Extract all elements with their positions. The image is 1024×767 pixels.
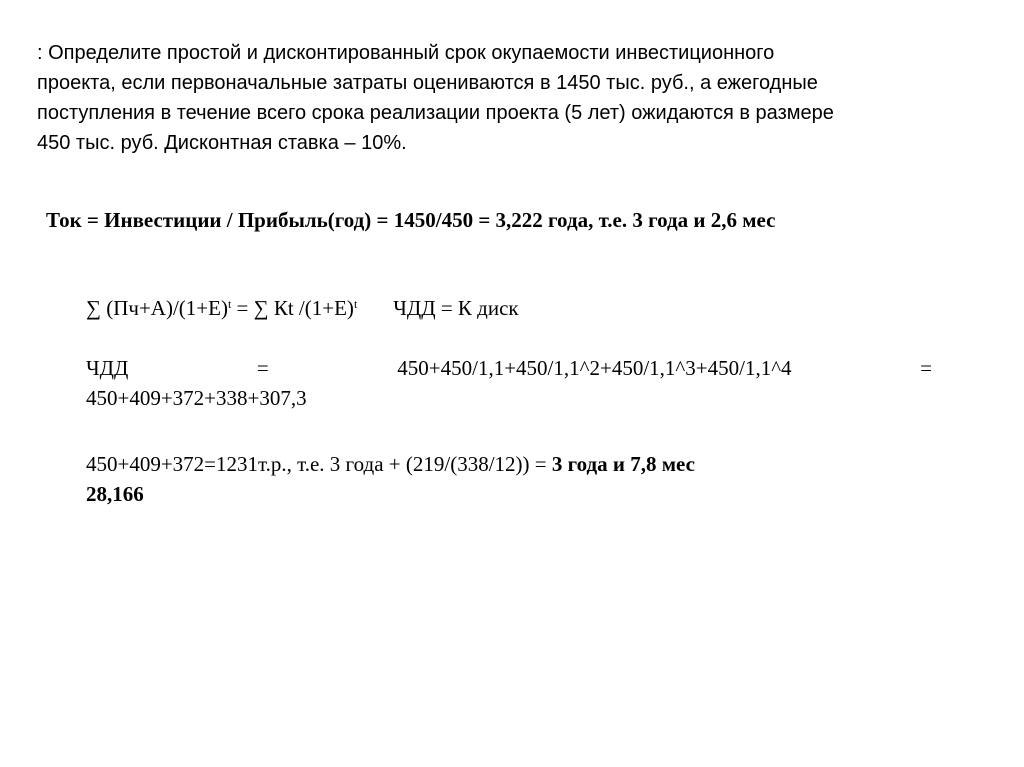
problem-line-2: проекта, если первоначальные затраты оцениваются в 1450 тыс. руб., а ежегодные [37,72,818,94]
npv-values: 450+409+372+338+307,3 [86,386,307,410]
result-value: 28,166 [86,482,144,506]
problem-line-4: 450 тыс. руб. Дисконтная ставка – 10%. [37,132,407,154]
npv-equals-2: = [920,356,932,380]
formula-middle: = ∑ Кt /(1+Е) [231,296,354,320]
npv-label: ЧДД [86,356,129,380]
formula-left: ∑ (Пч+А)/(1+Е) [86,296,228,320]
discount-formula [86,296,519,321]
npv-expression: 450+450/1,1+450/1,1^2+450/1,1^3+450/1,1^4 [397,356,792,380]
problem-line-3: поступления в течение всего срока реализации проекта (5 лет) ожидаются в размере [37,102,834,124]
calc-plain: 450+409+372=1231т.р., т.е. 3 года + (219/(338/12)) = [86,452,547,476]
npv-equals-1: = [256,356,269,380]
formula-npv: ЧДД = К диск [393,296,519,320]
simple-payback-formula: Ток = Инвестиции / Прибыль(год) = 1450/450 = 3,222 года, т.е. 3 года и 2,6 мес [46,208,776,232]
formula-middle-exponent: t [353,297,358,311]
problem-line-1: : Определите простой и дисконтированный срок окупаемости инвестиционного [37,42,775,64]
calc-result: 3 года и 7,8 мес [546,452,695,476]
discounted-payback-calc [86,452,695,477]
problem-statement [37,38,977,158]
npv-expression-row [86,356,932,381]
formula-left-exponent: t [227,297,232,311]
